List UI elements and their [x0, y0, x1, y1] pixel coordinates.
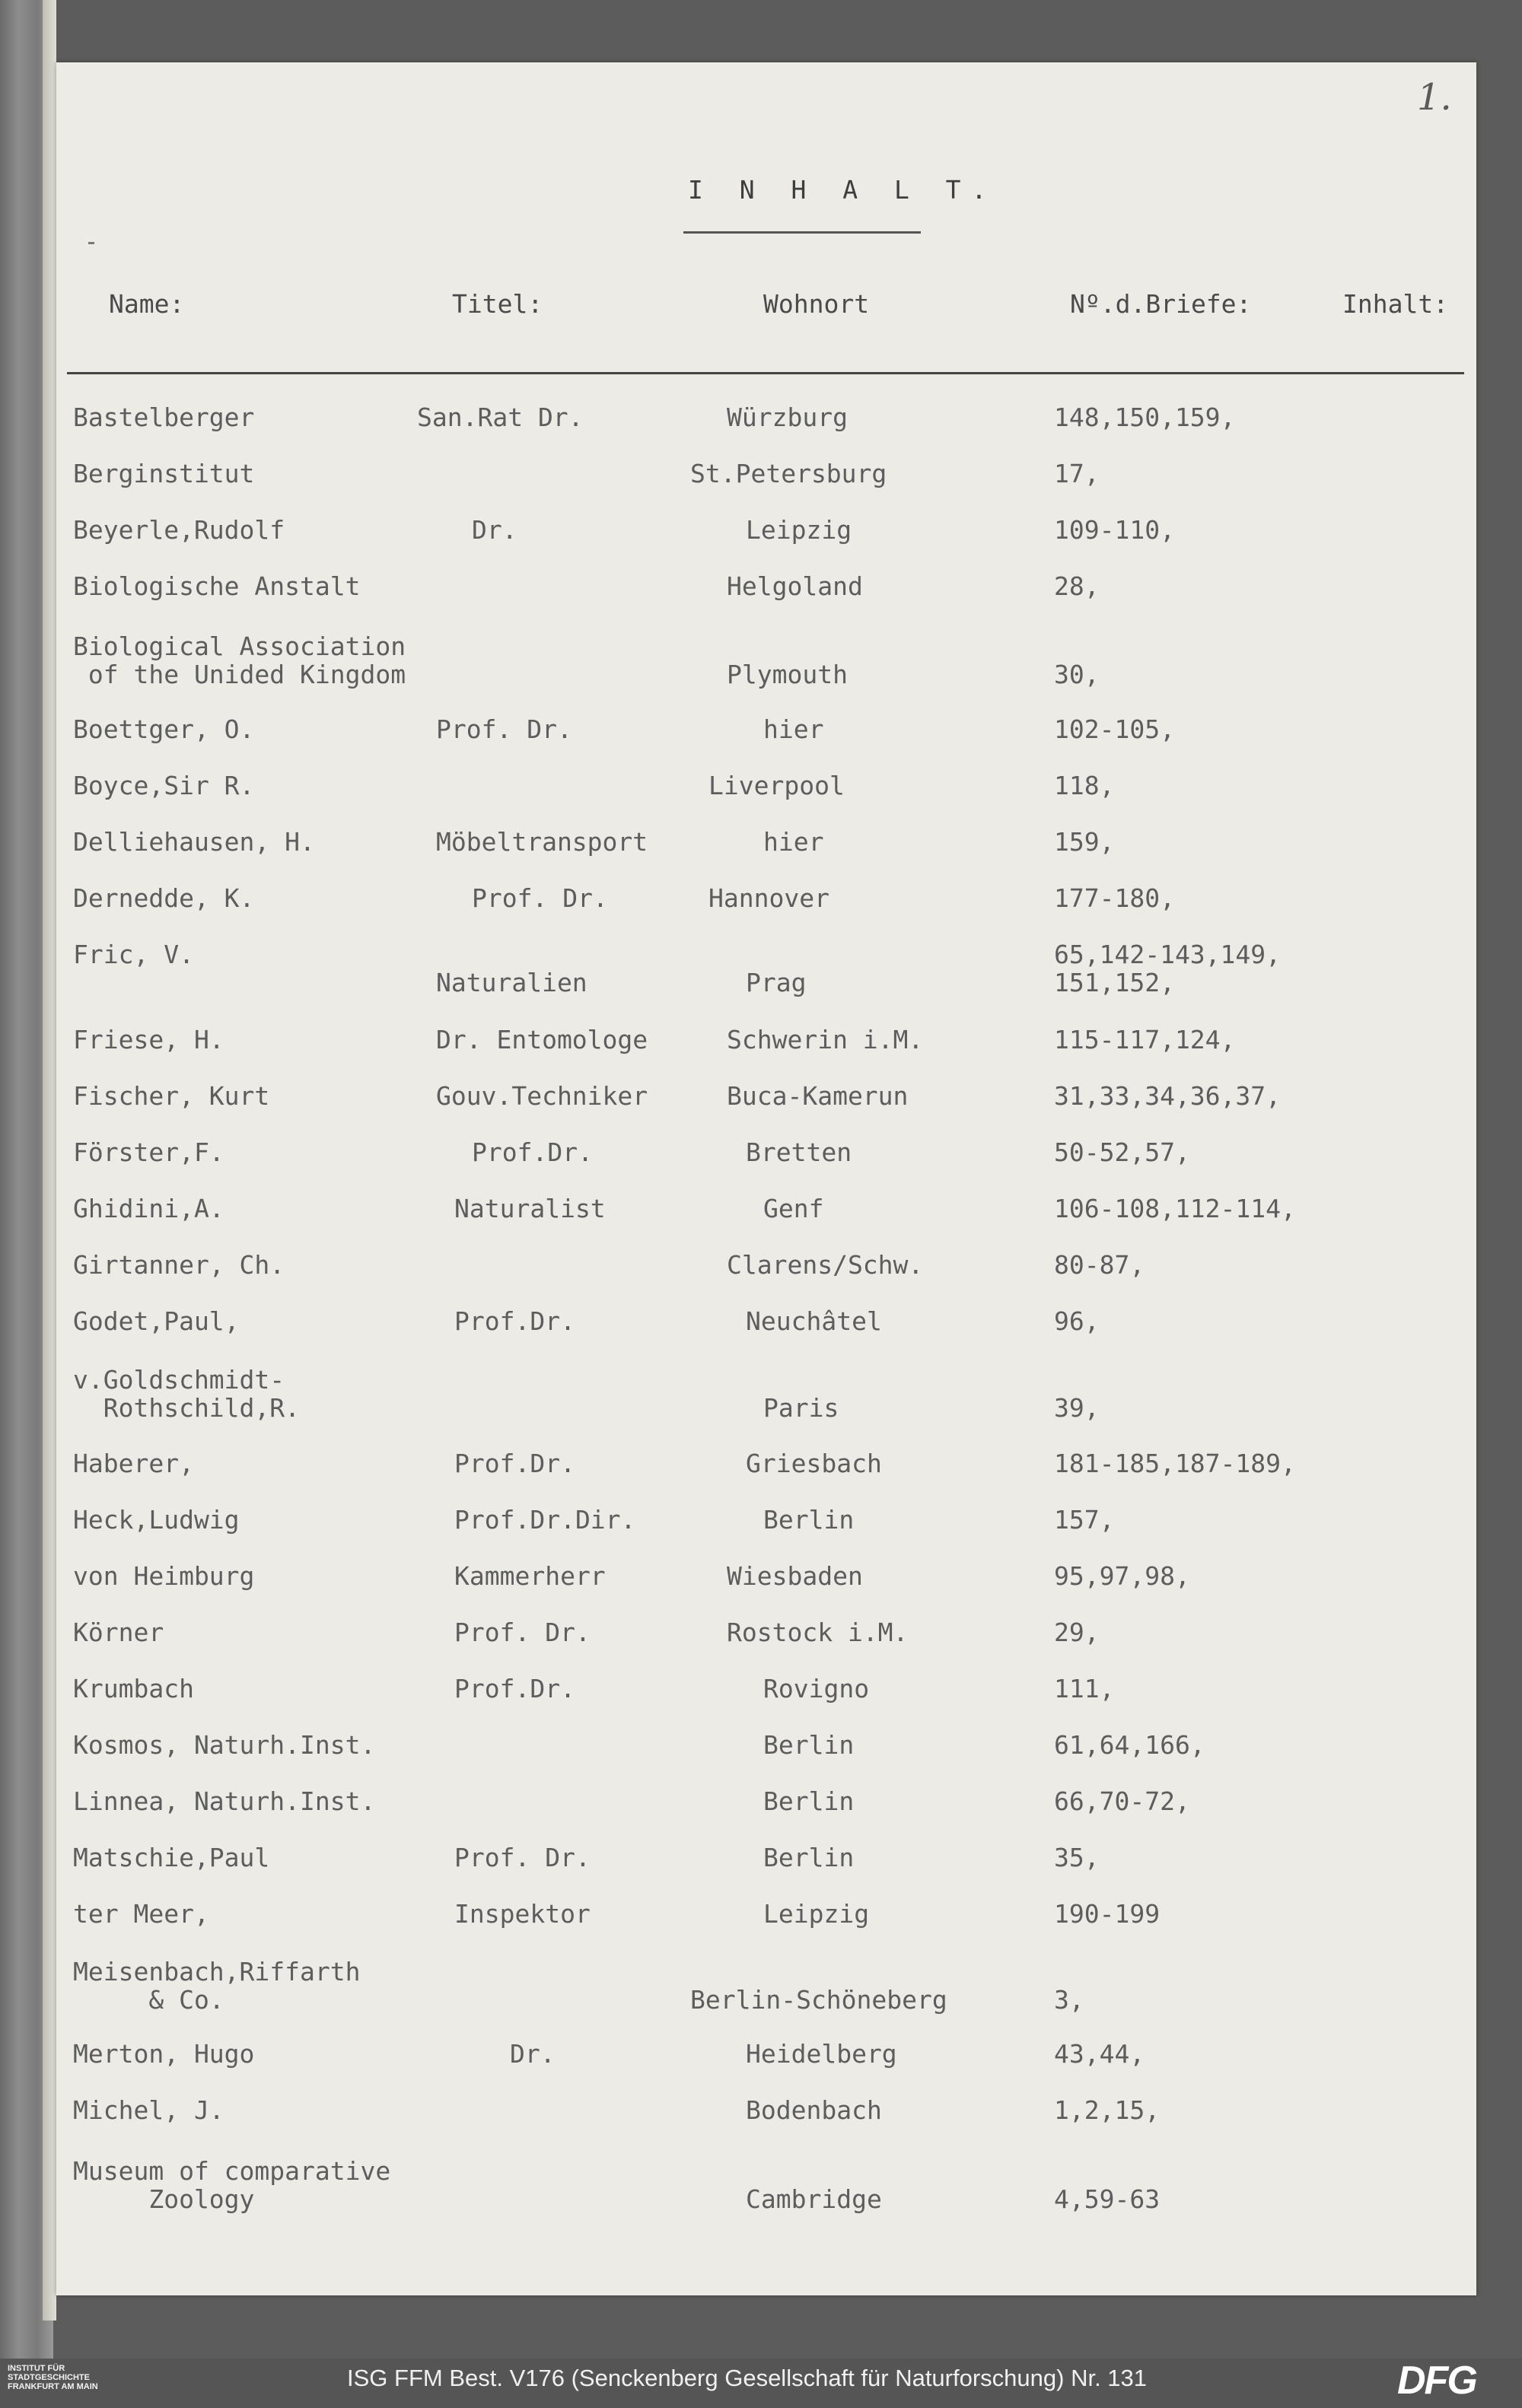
row-briefe: 102-105, — [1054, 714, 1175, 744]
row-name: Merton, Hugo — [73, 2039, 255, 2069]
header-rule — [67, 372, 1464, 374]
row-wohnort: Wiesbaden — [727, 1561, 863, 1591]
row-wohnort: Schwerin i.M. — [727, 1025, 924, 1054]
row-briefe: 80-87, — [1054, 1250, 1145, 1280]
row-briefe: 96, — [1054, 1306, 1100, 1336]
row-wohnort: Genf — [763, 1194, 824, 1223]
row-wohnort: Berlin — [763, 1505, 855, 1535]
header-wohnort: Wohnort — [763, 289, 870, 319]
row-briefe: 177-180, — [1054, 883, 1175, 913]
row-wohnort: Heidelberg — [746, 2039, 897, 2069]
row-name: Museum of comparative Zoology — [73, 2156, 391, 2214]
row-titel: Dr. — [472, 515, 517, 545]
row-briefe: 148,150,159, — [1054, 402, 1236, 432]
row-name: Beyerle,Rudolf — [73, 515, 285, 545]
row-name: Delliehausen, H. — [73, 827, 315, 857]
row-name: Biological Association of the Unided Kingdom — [73, 631, 406, 689]
row-wohnort: Bodenbach — [746, 2095, 882, 2125]
row-wohnort: Helgoland — [727, 571, 863, 601]
row-wohnort: Hannover — [708, 883, 829, 913]
row-name: v.Goldschmidt- Rothschild,R. — [73, 1365, 301, 1423]
page-number: 1. — [1417, 76, 1452, 119]
row-briefe: 111, — [1054, 1674, 1115, 1703]
row-wohnort: hier — [763, 827, 824, 857]
row-briefe: 66,70-72, — [1054, 1786, 1190, 1816]
row-titel: Gouv.Techniker — [436, 1081, 648, 1111]
row-titel: Möbeltransport — [436, 827, 648, 857]
dfg-logo: DFG — [1397, 2359, 1476, 2403]
row-briefe: 17, — [1054, 459, 1100, 488]
row-briefe: 31,33,34,36,37, — [1054, 1081, 1282, 1111]
row-name: Krumbach — [73, 1674, 194, 1703]
row-briefe: 181-185,187-189, — [1054, 1449, 1296, 1478]
row-titel: Prof.Dr. — [454, 1449, 575, 1478]
header-inhalt: Inhalt: — [1342, 289, 1449, 319]
row-wohnort: Berlin — [763, 1843, 855, 1872]
row-name: Girtanner, Ch. — [73, 1250, 285, 1280]
row-briefe: 157, — [1054, 1505, 1115, 1535]
row-name: Ghidini,A. — [73, 1194, 224, 1223]
row-wohnort: Liverpool — [708, 771, 845, 800]
row-wohnort: Buca-Kamerun — [727, 1081, 909, 1111]
row-wohnort: Leipzig — [763, 1899, 870, 1929]
row-titel: Prof.Dr. — [454, 1674, 575, 1703]
row-name: Berginstitut — [73, 459, 255, 488]
row-titel: Prof.Dr. — [454, 1306, 575, 1336]
page-title: I N H A L T. — [688, 175, 998, 205]
book-binding-edge — [43, 0, 56, 2321]
row-briefe: 3, — [1054, 1985, 1084, 2015]
row-name: Kosmos, Naturh.Inst. — [73, 1730, 376, 1760]
row-wohnort: Rostock i.M. — [727, 1618, 909, 1647]
row-wohnort: Bretten — [746, 1137, 852, 1167]
institute-logo: INSTITUT FÜR STADTGESCHICHTE FRANKFURT AM MAIN — [8, 2364, 98, 2391]
row-name: Fischer, Kurt — [73, 1081, 270, 1111]
row-titel: Prof.Dr. — [472, 1137, 593, 1167]
row-briefe: 39, — [1054, 1393, 1100, 1423]
row-name: Meisenbach,Riffarth & Co. — [73, 1957, 361, 2015]
row-briefe: 61,64,166, — [1054, 1730, 1205, 1760]
row-name: von Heimburg — [73, 1561, 255, 1591]
pencil-mark — [88, 242, 94, 244]
row-titel: Dr. — [510, 2039, 556, 2069]
row-wohnort: Cambridge — [746, 2184, 882, 2214]
row-wohnort: Rovigno — [763, 1674, 870, 1703]
row-titel: Prof.Dr.Dir. — [454, 1505, 636, 1535]
archive-caption: ISG FFM Best. V176 (Senckenberg Gesellschaft für Naturforschung) Nr. 131 — [347, 2365, 1148, 2391]
row-wohnort: Griesbach — [746, 1449, 882, 1478]
row-briefe: 115-117,124, — [1054, 1025, 1236, 1054]
row-name: ter Meer, — [73, 1899, 209, 1929]
row-wohnort: St.Petersburg — [690, 459, 887, 488]
row-titel: Prof. Dr. — [472, 883, 608, 913]
row-briefe: 118, — [1054, 771, 1115, 800]
row-name: Heck,Ludwig — [73, 1505, 240, 1535]
row-name: Matschie,Paul — [73, 1843, 270, 1872]
row-name: Förster,F. — [73, 1137, 224, 1167]
row-wohnort: Prag — [746, 968, 807, 997]
row-titel: Prof. Dr. — [454, 1618, 591, 1647]
row-wohnort: Leipzig — [746, 515, 852, 545]
row-titel: Naturalien — [436, 968, 587, 997]
row-titel: San.Rat Dr. — [417, 402, 584, 432]
row-wohnort: Würzburg — [727, 402, 848, 432]
row-name: Boettger, O. — [73, 714, 255, 744]
row-name: Körner — [73, 1618, 164, 1647]
row-briefe: 159, — [1054, 827, 1115, 857]
row-briefe: 50-52,57, — [1054, 1137, 1190, 1167]
row-name: Michel, J. — [73, 2095, 224, 2125]
row-briefe: 29, — [1054, 1618, 1100, 1647]
row-briefe: 1,2,15, — [1054, 2095, 1161, 2125]
row-titel: Prof. Dr. — [436, 714, 572, 744]
row-name: Dernedde, K. — [73, 883, 255, 913]
row-titel: Prof. Dr. — [454, 1843, 591, 1872]
row-wohnort: Berlin-Schöneberg — [690, 1985, 947, 2015]
row-wohnort: Plymouth — [727, 660, 848, 689]
row-wohnort: Berlin — [763, 1730, 855, 1760]
row-wohnort: Berlin — [763, 1786, 855, 1816]
row-briefe: 43,44, — [1054, 2039, 1145, 2069]
row-briefe: 28, — [1054, 571, 1100, 601]
row-wohnort: Neuchâtel — [746, 1306, 882, 1336]
row-wohnort: hier — [763, 714, 824, 744]
row-briefe: 35, — [1054, 1843, 1100, 1872]
row-titel: Kammerherr — [454, 1561, 606, 1591]
row-name: Biologische Anstalt — [73, 571, 361, 601]
row-name: Bastelberger — [73, 402, 255, 432]
header-name: Name: — [109, 289, 185, 319]
row-name: Linnea, Naturh.Inst. — [73, 1786, 376, 1816]
row-wohnort: Paris — [763, 1393, 839, 1423]
row-titel: Inspektor — [454, 1899, 591, 1929]
row-briefe: 106-108,112-114, — [1054, 1194, 1296, 1223]
row-name: Haberer, — [73, 1449, 194, 1478]
row-briefe: 95,97,98, — [1054, 1561, 1190, 1591]
row-briefe: 65,142-143,149, 151,152, — [1054, 940, 1282, 997]
header-titel: Titel: — [452, 289, 543, 319]
row-name: Fric, V. — [73, 940, 194, 969]
row-wohnort: Clarens/Schw. — [727, 1250, 924, 1280]
title-underline — [683, 231, 921, 234]
row-briefe: 109-110, — [1054, 515, 1175, 545]
row-name: Friese, H. — [73, 1025, 224, 1054]
row-name: Godet,Paul, — [73, 1306, 240, 1336]
row-titel: Dr. Entomologe — [436, 1025, 648, 1054]
row-name: Boyce,Sir R. — [73, 771, 255, 800]
row-briefe: 190-199 — [1054, 1899, 1161, 1929]
row-titel: Naturalist — [454, 1194, 606, 1223]
row-briefe: 4,59-63 — [1054, 2184, 1161, 2214]
header-briefe: Nº.d.Briefe: — [1070, 289, 1252, 319]
row-briefe: 30, — [1054, 660, 1100, 689]
